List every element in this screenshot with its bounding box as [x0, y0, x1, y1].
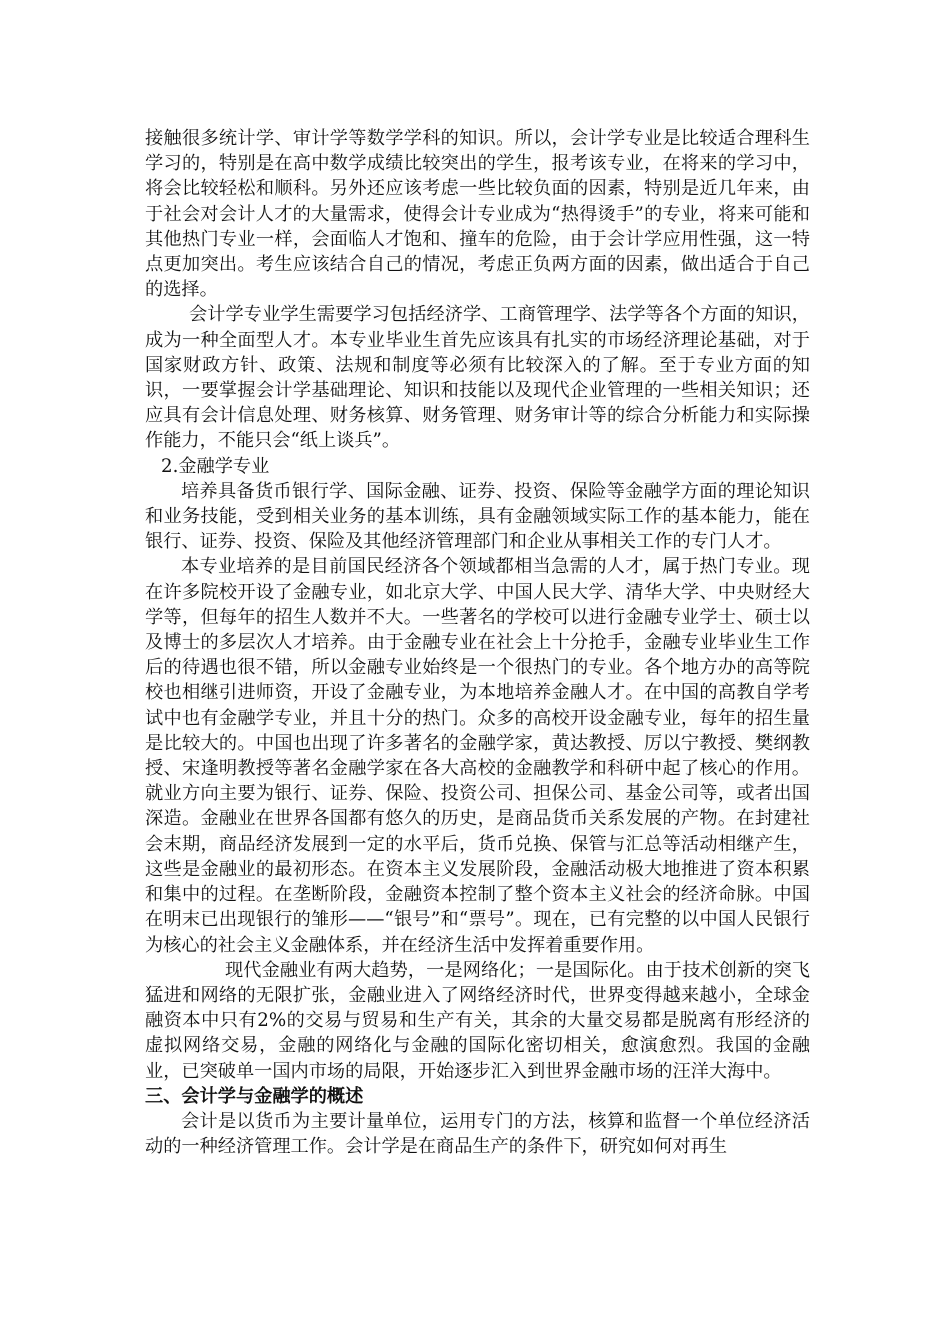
paragraph-accounting-definition: 会计是以货币为主要计量单位，运用专门的方法，核算和监督一个单位经济活动的一种经济管理工作。会计学是在商品生产的条件下，研究如何对再生	[145, 1110, 810, 1158]
section-heading-overview: 三、会计学与金融学的概述	[145, 1085, 364, 1107]
document-page	[145, 126, 810, 1159]
paragraph-finance-popularity: 本专业培养的是目前国民经济各个领域都相当急需的人才，属于热门专业。现在许多院校开设了金融专业，如北京大学、中国人民大学、清华大学、中央财经大学等，但每年的招生人数并不大。一些著名的学校可以进行金融专业学士、硕士以及博士的多层次人才培养。由于金融专业在社会上十分抢手，金融专业毕业生工作后的待遇也很不错，所以金融专业始终是一个很热门的专业。各个地方办的高等院校也相继引进师资，开设了金融专业，为本地培养金融人才。在中国的高教自学考试中也有金融学专业，并且十分的热门。众多的高校开设金融专业，每年的招生量是比较大的。中国也出现了许多著名的金融学家，黄达教授、厉以宁教授、樊纲教授、宋逢明教授等著名金融学家在各大高校的金融教学和科研中起了核心的作用。就业方向主要为银行、证券、保险、投资公司、担保公司、基金公司等，或者出国深造。金融业在世界各国都有悠久的历史，是商品货币关系发展的产物。在封建社会末期，商品经济发展到一定的水平后，货币兑换、保管与汇总等活动相继产生，这些是金融业的最初形态。在资本主义发展阶段，金融活动极大地推进了资本积累和集中的过程。在垄断阶段，金融资本控制了整个资本主义社会的经济命脉。中国在明末已出现银行的雏形——“银号”和“票号”。现在，已有完整的以中国人民银行为核心的社会主义金融体系，并在经济生活中发挥着重要作用。	[145, 556, 810, 956]
paragraph-accounting-suitability: 接触很多统计学、审计学等数学学科的知识。所以，会计学专业是比较适合理科生学习的，特别是在高中数学成绩比较突出的学生，报考该专业，在将来的学习中，将会比较轻松和顺科。另外还应该考虑一些比较负面的因素，特别是近几年来，由于社会对会计人才的大量需求，使得会计专业成为“热得烫手”的专业，将来可能和其他热门专业一样，会面临人才饱和、撞车的危险，由于会计学应用性强，这一特点更加突出。考生应该结合自己的情况，考虑正负两方面的因素，做出适合于自己的选择。	[145, 128, 810, 301]
section-subheading-finance: 2.金融学专业	[161, 455, 270, 477]
paragraph-finance-trends: 现代金融业有两大趋势，一是网络化；一是国际化。由于技术创新的突飞猛进和网络的无限扩张，金融业进入了网络经济时代，世界变得越来越小，全球金融资本中只有2%的交易与贸易和生产有关，其余的大量交易都是脱离有形经济的虚拟网络交易，金融的网络化与金融的国际化密切相关，愈演愈烈。我国的金融业，已突破单一国内市场的局限，开始逐步汇入到世界金融市场的汪洋大海中。	[145, 959, 810, 1082]
paragraph-accounting-skills: 会计学专业学生需要学习包括经济学、工商管理学、法学等各个方面的知识，成为一种全面型人才。本专业毕业生首先应该具有扎实的市场经济理论基础，对于国家财政方针、政策、法规和制度等必须有比较深入的了解。至于专业方面的知识，一要掌握会计学基础理论、知识和技能以及现代企业管理的一些相关知识；还应具有会计信息处理、财务核算、财务管理、财务审计等的综合分析能力和实际操作能力，不能只会“纸上谈兵”。	[145, 304, 810, 452]
paragraph-finance-training: 培养具备货币银行学、国际金融、证券、投资、保险等金融学方面的理论知识和业务技能，受到相关业务的基本训练，具有金融领域实际工作的基本能力，能在银行、证券、投资、保险及其他经济管理部门和企业从事相关工作的专门人才。	[145, 480, 810, 553]
